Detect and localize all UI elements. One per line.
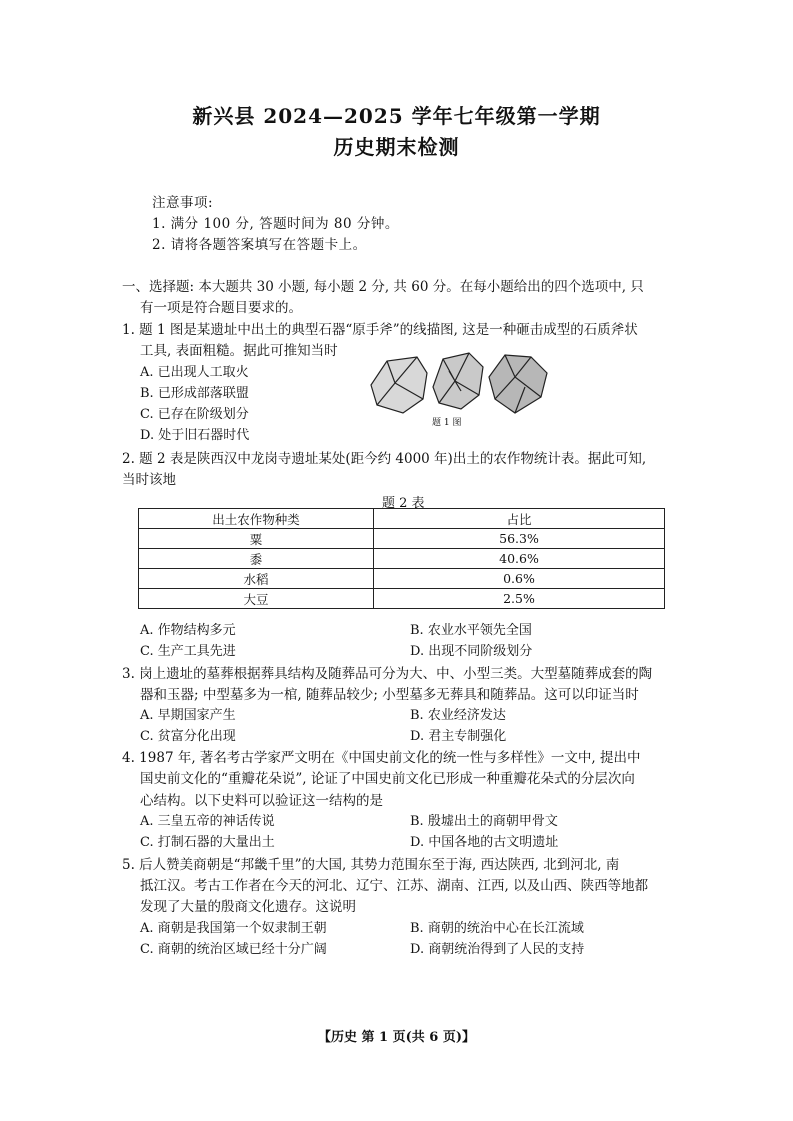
q3-option-b[interactable]: B. 农业经济发达 bbox=[410, 708, 506, 723]
q4-option-a[interactable]: A. 三皇五帝的神话传说 bbox=[140, 814, 275, 829]
q4-stem: 4. 1987 年, 著名考古学家严文明在《中国史前文化的统一性与多样性》一文中, 提出中 bbox=[122, 750, 641, 766]
q1-option-c[interactable]: C. 已存在阶级划分 bbox=[140, 407, 249, 422]
table-row bbox=[139, 589, 665, 609]
q1-option-b[interactable]: B. 已形成部落联盟 bbox=[140, 386, 249, 401]
q1-option-d[interactable]: D. 处于旧石器时代 bbox=[140, 428, 250, 443]
q4-option-d[interactable]: D. 中国各地的古文明遗址 bbox=[410, 835, 559, 850]
exam-title: 新兴县 2024—2025 学年七年级第一学期 bbox=[192, 104, 601, 128]
q4-stem-cont: 心结构。以下史料可以验证这一结构的是 bbox=[140, 793, 383, 809]
q2-stem-cont: 当时该地 bbox=[122, 472, 176, 488]
q2-option-b[interactable]: B. 农业水平领先全国 bbox=[410, 623, 532, 638]
q3-stem: 3. 岗上遗址的墓葬根据葬具结构及随葬品可分为大、中、小型三类。大型墓随葬成套的陶 bbox=[122, 666, 653, 682]
notice-item: 1. 满分 100 分, 答题时间为 80 分钟。 bbox=[152, 216, 399, 232]
q1-stem-cont: 工具, 表面粗糙。据此可推知当时 bbox=[140, 343, 338, 359]
exam-subtitle: 历史期末检测 bbox=[333, 135, 460, 159]
q2-option-c[interactable]: C. 生产工具先进 bbox=[140, 644, 236, 659]
section-heading: 一、选择题: 本大题共 30 小题, 每小题 2 分, 共 60 分。在每小题给出的四个选项中, 只 bbox=[122, 279, 644, 295]
q4-option-c[interactable]: C. 打制石器的大量出土 bbox=[140, 835, 275, 850]
q4-stem-cont: 国史前文化的“重瓣花朵说”, 论证了中国史前文化已形成一种重瓣花朵式的分层次向 bbox=[140, 771, 635, 787]
hand-axe-figure bbox=[365, 347, 565, 427]
q5-stem: 5. 后人赞美商朝是“邦畿千里”的大国, 其势力范围东至于海, 西达陕西, 北到河北, 南 bbox=[122, 857, 620, 873]
crop-table bbox=[138, 508, 665, 609]
table-cell: 黍 bbox=[139, 549, 374, 569]
table-caption: 题 2 表 bbox=[382, 496, 425, 511]
table-cell: 2.5% bbox=[374, 589, 665, 609]
q2-option-a[interactable]: A. 作物结构多元 bbox=[140, 623, 236, 638]
q2-stem: 2. 题 2 表是陕西汉中龙岗寺遗址某处(距今约 4000 年)出土的农作物统计表。据此可知, bbox=[122, 451, 647, 467]
q1-stem: 1. 题 1 图是某遗址中出土的典型石器“原手斧”的线描图, 这是一种砸击成型的石质斧状 bbox=[122, 322, 638, 338]
page-footer: 【历史 第 1 页(共 6 页)】 bbox=[317, 1030, 476, 1045]
section-heading-cont: 有一项是符合题目要求的。 bbox=[140, 300, 302, 316]
q5-stem-cont: 发现了大量的殷商文化遗存。这说明 bbox=[140, 899, 356, 915]
q5-option-d[interactable]: D. 商朝统治得到了人民的支持 bbox=[410, 942, 585, 957]
q5-option-c[interactable]: C. 商朝的统治区域已经十分广阔 bbox=[140, 942, 327, 957]
notice-item: 2. 请将各题答案填写在答题卡上。 bbox=[152, 237, 367, 253]
q1-option-a[interactable]: A. 已出现人工取火 bbox=[140, 365, 249, 380]
table-cell: 粟 bbox=[139, 529, 374, 549]
table-cell: 0.6% bbox=[374, 569, 665, 589]
table-cell: 40.6% bbox=[374, 549, 665, 569]
table-header-row bbox=[139, 509, 665, 529]
notice-heading: 注意事项: bbox=[152, 195, 214, 211]
table-row bbox=[139, 569, 665, 589]
table-row bbox=[139, 549, 665, 569]
q2-option-d[interactable]: D. 出现不同阶级划分 bbox=[410, 644, 533, 659]
table-header: 占比 bbox=[374, 509, 665, 529]
q3-option-d[interactable]: D. 君主专制强化 bbox=[410, 729, 507, 744]
table-header: 出土农作物种类 bbox=[139, 509, 374, 529]
figure-caption: 题 1 图 bbox=[432, 418, 462, 428]
q5-option-b[interactable]: B. 商朝的统治中心在长江流域 bbox=[410, 921, 584, 936]
table-cell: 大豆 bbox=[139, 589, 374, 609]
q4-option-b[interactable]: B. 殷墟出土的商朝甲骨文 bbox=[410, 814, 558, 829]
q3-stem-cont: 器和玉器; 中型墓多为一棺, 随葬品较少; 小型墓多无葬具和随葬品。这可以印证当时 bbox=[140, 687, 639, 703]
table-row bbox=[139, 529, 665, 549]
q5-stem-cont: 抵江汉。考古工作者在今天的河北、辽宁、江苏、湖南、江西, 以及山西、陕西等地都 bbox=[140, 878, 649, 894]
q3-option-c[interactable]: C. 贫富分化出现 bbox=[140, 729, 236, 744]
table-cell: 56.3% bbox=[374, 529, 665, 549]
q3-option-a[interactable]: A. 早期国家产生 bbox=[140, 708, 236, 723]
q5-option-a[interactable]: A. 商朝是我国第一个奴隶制王朝 bbox=[140, 921, 327, 936]
table-cell: 水稻 bbox=[139, 569, 374, 589]
